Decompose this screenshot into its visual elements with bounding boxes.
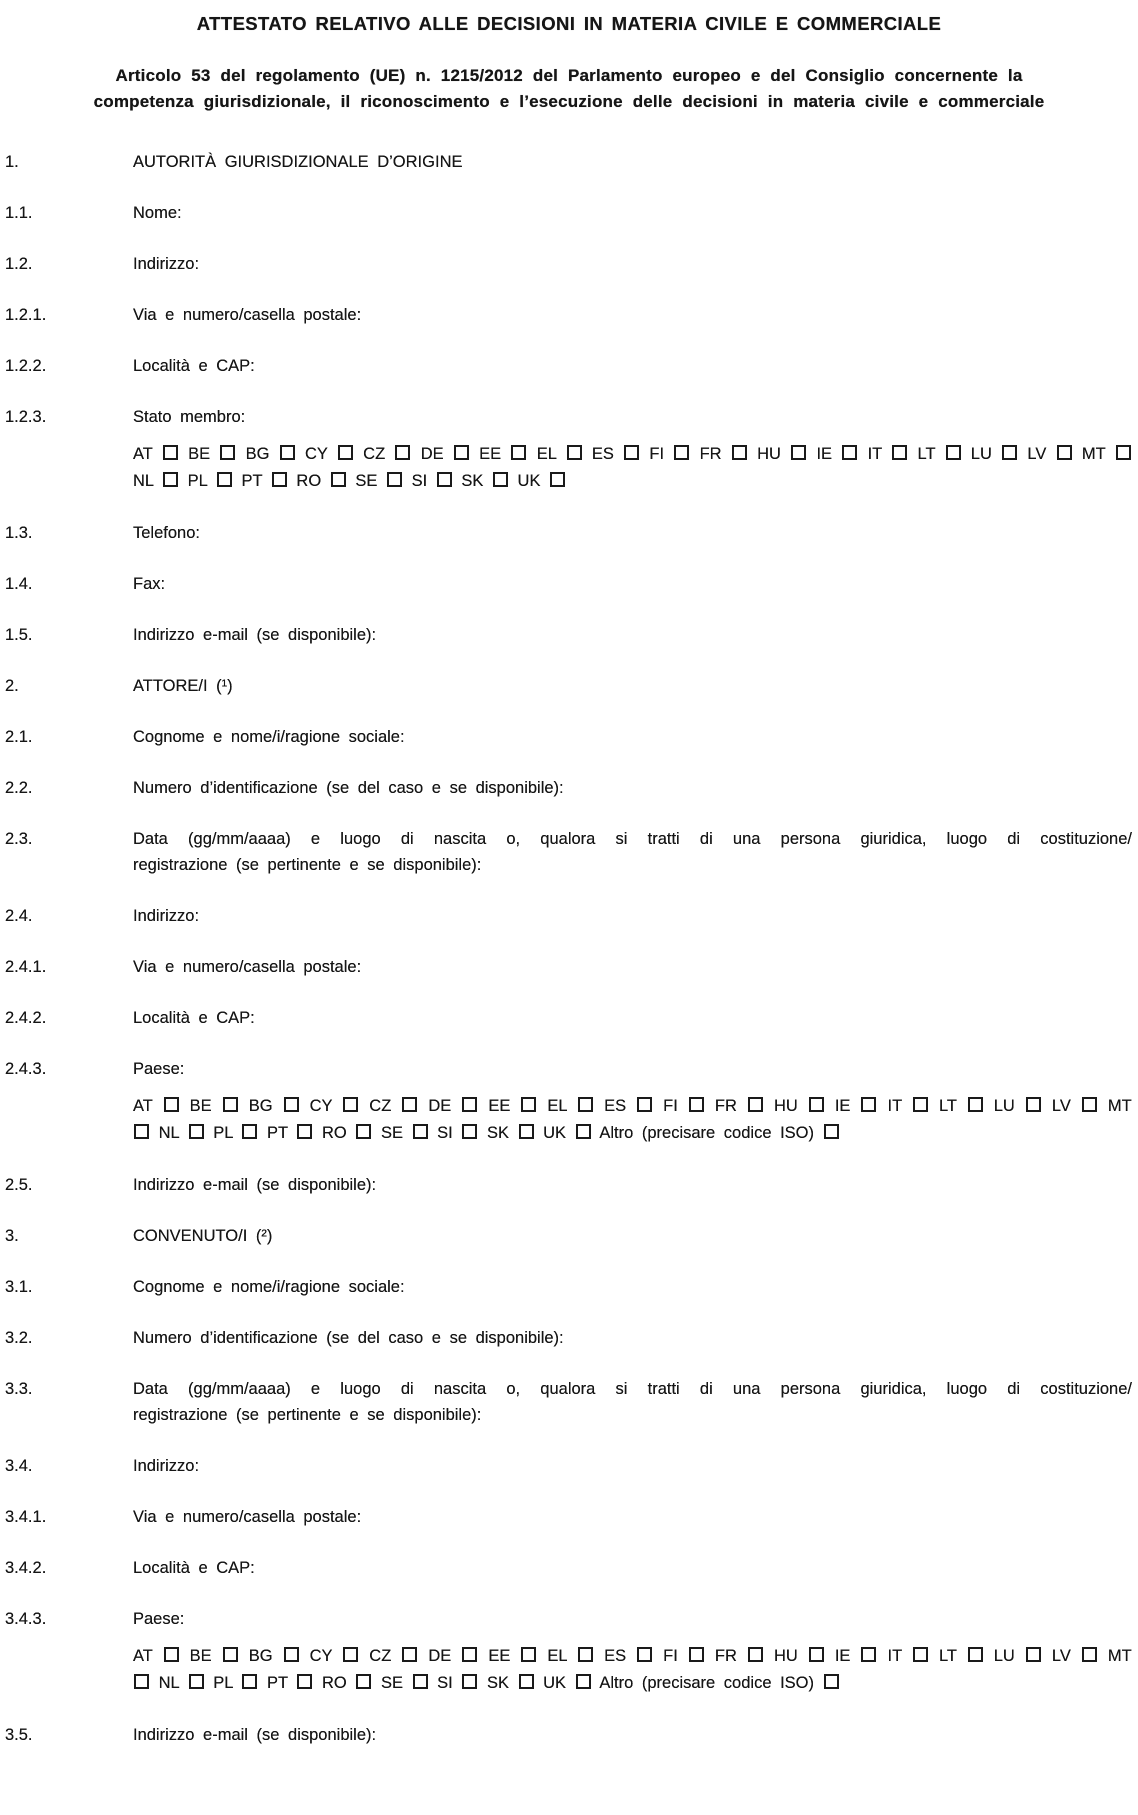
item-label: Indirizzo e-mail (se disponibile): <box>133 1176 377 1194</box>
checkbox-uk[interactable] <box>576 1674 591 1689</box>
checkbox-be[interactable] <box>223 1097 238 1112</box>
checkbox-el[interactable] <box>578 1097 593 1112</box>
form-row-1-2-1 <box>0 302 1138 328</box>
checkbox-pt[interactable] <box>297 1674 312 1689</box>
member-state-checkbox-group-origin <box>133 441 1132 495</box>
checkbox-hu[interactable] <box>809 1647 824 1662</box>
country-code-label: CZ <box>369 1647 392 1665</box>
checkbox-cz[interactable] <box>395 445 410 460</box>
country-code-label: BG <box>245 445 270 463</box>
item-label <box>133 1376 1138 1428</box>
country-code-label: DE <box>428 1097 452 1115</box>
checkbox-bg[interactable] <box>280 445 295 460</box>
checkbox-nl[interactable] <box>163 472 178 487</box>
checkbox-sk[interactable] <box>519 1674 534 1689</box>
checkbox-it[interactable] <box>913 1647 928 1662</box>
country-code-label: RO <box>322 1124 347 1142</box>
country-code-label: MT <box>1107 1097 1132 1115</box>
item-label-line-2: registrazione (se pertinente e se disponibile): <box>133 856 482 874</box>
checkbox-si[interactable] <box>437 472 452 487</box>
country-code-label: AT <box>133 1097 153 1115</box>
country-code-label: SI <box>437 1674 453 1692</box>
country-code-label: CZ <box>363 445 386 463</box>
country-code-label: EL <box>536 445 557 463</box>
country-code-label: FR <box>699 445 722 463</box>
country-code-label: FR <box>714 1097 737 1115</box>
item-number: 1.2.3. <box>5 408 47 426</box>
item-label: Località e CAP: <box>133 357 255 375</box>
form-row-1-1 <box>0 200 1138 226</box>
item-label: Cognome e nome/i/ragione sociale: <box>133 1278 405 1296</box>
country-code-label: LT <box>938 1097 957 1115</box>
item-number: 3.5. <box>5 1726 33 1744</box>
item-label: Via e numero/casella postale: <box>133 306 362 324</box>
country-code-label: LV <box>1051 1097 1071 1115</box>
item-number: 1.2.2. <box>5 357 47 375</box>
checkbox-lv[interactable] <box>1082 1647 1097 1662</box>
checkbox-option[interactable] <box>134 1674 149 1689</box>
item-label: Nome: <box>133 204 182 222</box>
checkbox-es[interactable] <box>637 1647 652 1662</box>
item-label: Cognome e nome/i/ragione sociale: <box>133 728 405 746</box>
checkbox-it[interactable] <box>913 1097 928 1112</box>
checkbox-ee[interactable] <box>521 1097 536 1112</box>
country-code-label: FI <box>663 1647 678 1665</box>
checkbox-at[interactable] <box>164 1647 179 1662</box>
checkbox-lv[interactable] <box>1082 1097 1097 1112</box>
country-code-label: IE <box>834 1647 851 1665</box>
form-row-2-4-1 <box>0 954 1138 980</box>
subtitle-line-2: competenza giurisdizionale, il riconoscimento e l’esecuzione delle decisioni in materia civile e commerciale <box>93 92 1045 111</box>
section-heading-claimant: ATTORE/I (¹) <box>133 677 233 695</box>
country-code-label: LT <box>938 1647 957 1665</box>
country-code-label: ES <box>591 445 614 463</box>
country-code-label: AT <box>133 445 153 463</box>
country-code-label: SI <box>411 472 428 490</box>
item-label: Fax: <box>133 575 166 593</box>
country-code-label: BG <box>248 1647 273 1665</box>
checkbox-se[interactable] <box>387 472 402 487</box>
checkbox-fr[interactable] <box>732 445 747 460</box>
country-code-label: SE <box>380 1674 403 1692</box>
form-row-3-4-3 <box>0 1606 1138 1632</box>
checkbox-lt[interactable] <box>968 1647 983 1662</box>
checkbox-altro-precisare-codice-iso[interactable] <box>824 1674 839 1689</box>
checkbox-ro[interactable] <box>356 1674 371 1689</box>
checkbox-cz[interactable] <box>402 1647 417 1662</box>
checkbox-nl[interactable] <box>189 1674 204 1689</box>
checkbox-es[interactable] <box>624 445 639 460</box>
checkbox-fr[interactable] <box>748 1097 763 1112</box>
item-number: 3.4.3. <box>5 1610 47 1628</box>
item-number: 2.3. <box>5 830 33 848</box>
checkbox-be[interactable] <box>220 445 235 460</box>
form-row-1-2 <box>0 251 1138 277</box>
country-code-label: FI <box>663 1097 678 1115</box>
checkbox-option[interactable] <box>134 1124 149 1139</box>
country-code-label: PT <box>267 1674 288 1692</box>
checkbox-sk[interactable] <box>519 1124 534 1139</box>
checkbox-line <box>133 1120 1132 1147</box>
document-title: ATTESTATO RELATIVO ALLE DECISIONI IN MATERIA CIVILE E COMMERCIALE <box>196 13 942 34</box>
country-code-label: UK <box>543 1674 567 1692</box>
item-label: Località e CAP: <box>133 1009 255 1027</box>
checkbox-se[interactable] <box>413 1124 428 1139</box>
country-code-label: SK <box>486 1674 509 1692</box>
country-code-label: FR <box>714 1647 737 1665</box>
form-row-2-2 <box>0 775 1138 801</box>
item-number: 3.4.2. <box>5 1559 47 1577</box>
country-code-label: LV <box>1027 445 1047 463</box>
country-code-label: HU <box>773 1097 798 1115</box>
country-code-label: LV <box>1051 1647 1071 1665</box>
form-row-3-1 <box>0 1274 1138 1300</box>
checkbox-cy[interactable] <box>338 445 353 460</box>
country-code-label: CZ <box>369 1097 392 1115</box>
checkbox-de[interactable] <box>454 445 469 460</box>
checkbox-uk[interactable] <box>576 1124 591 1139</box>
item-number: 2.4.3. <box>5 1060 47 1078</box>
checkbox-line <box>133 468 1132 495</box>
country-code-label: MT <box>1107 1647 1132 1665</box>
item-number: 2.4.2. <box>5 1009 47 1027</box>
country-code-label: PT <box>241 472 263 490</box>
form-row-3-4-2 <box>0 1555 1138 1581</box>
checkbox-lu[interactable] <box>1026 1097 1041 1112</box>
country-code-label: IT <box>887 1097 902 1115</box>
country-code-label: IE <box>834 1097 851 1115</box>
checkbox-ro[interactable] <box>331 472 346 487</box>
item-number: 1.3. <box>5 524 33 542</box>
country-code-label: HU <box>757 445 781 463</box>
form-row-2-4-3 <box>0 1056 1138 1082</box>
country-code-label: IT <box>867 445 882 463</box>
checkbox-pt[interactable] <box>272 472 287 487</box>
checkbox-line <box>133 441 1132 468</box>
country-code-label: ES <box>604 1097 627 1115</box>
country-code-label: DE <box>428 1647 452 1665</box>
item-number: 1.5. <box>5 626 33 644</box>
form-row-2-4-2 <box>0 1005 1138 1031</box>
checkbox-uk[interactable] <box>550 472 565 487</box>
item-label <box>133 826 1138 878</box>
country-code-label: HU <box>773 1647 798 1665</box>
checkbox-fr[interactable] <box>748 1647 763 1662</box>
checkbox-de[interactable] <box>462 1097 477 1112</box>
checkbox-es[interactable] <box>637 1097 652 1112</box>
item-number: 3.4.1. <box>5 1508 47 1526</box>
country-code-label: LU <box>970 445 992 463</box>
item-number: 1.2.1. <box>5 306 47 324</box>
form-row-2-3 <box>0 826 1138 878</box>
country-code-label: ES <box>604 1647 627 1665</box>
country-code-label: IT <box>887 1647 902 1665</box>
country-code-label: EL <box>547 1097 567 1115</box>
checkbox-ee[interactable] <box>521 1647 536 1662</box>
checkbox-bg[interactable] <box>284 1097 299 1112</box>
checkbox-ie[interactable] <box>861 1097 876 1112</box>
item-number: 2.1. <box>5 728 33 746</box>
checkbox-fi[interactable] <box>674 445 689 460</box>
item-number: 3. <box>5 1227 19 1245</box>
checkbox-hu[interactable] <box>791 445 806 460</box>
checkbox-cz[interactable] <box>402 1097 417 1112</box>
item-label-line-2: registrazione (se pertinente e se disponibile): <box>133 1406 482 1424</box>
item-label: Via e numero/casella postale: <box>133 958 362 976</box>
checkbox-ee[interactable] <box>511 445 526 460</box>
checkbox-lt[interactable] <box>946 445 961 460</box>
country-code-label: BE <box>189 1097 212 1115</box>
checkbox-lu[interactable] <box>1002 445 1017 460</box>
checkbox-si[interactable] <box>462 1124 477 1139</box>
checkbox-pl[interactable] <box>242 1124 257 1139</box>
country-code-label: BG <box>248 1097 273 1115</box>
item-number: 2.4. <box>5 907 33 925</box>
checkbox-at[interactable] <box>164 1097 179 1112</box>
checkbox-nl[interactable] <box>189 1124 204 1139</box>
checkbox-hu[interactable] <box>809 1097 824 1112</box>
country-code-label: AT <box>133 1647 153 1665</box>
item-number: 1.2. <box>5 255 33 273</box>
checkbox-fi[interactable] <box>689 1647 704 1662</box>
form-row-1-2-3 <box>0 404 1138 430</box>
form-row-3-4 <box>0 1453 1138 1479</box>
item-number: 2.5. <box>5 1176 33 1194</box>
country-code-label: FI <box>649 445 665 463</box>
country-code-label: SE <box>355 472 378 490</box>
country-code-label: BE <box>189 1647 212 1665</box>
item-label-line-1: Data (gg/mm/aaaa) e luogo di nascita o, qualora si tratti di una persona giuridica, luogo di costituzione/ <box>133 1380 1132 1398</box>
form-row-3-2 <box>0 1325 1138 1351</box>
country-code-label: EE <box>479 445 502 463</box>
form-row-2-5 <box>0 1172 1138 1198</box>
country-code-label: PL <box>213 1124 233 1142</box>
country-code-label: RO <box>296 472 322 490</box>
country-code-label: RO <box>322 1674 347 1692</box>
checkbox-be[interactable] <box>223 1647 238 1662</box>
document-subtitle <box>0 63 1138 115</box>
checkbox-pl[interactable] <box>217 472 232 487</box>
country-code-label: LU <box>993 1647 1015 1665</box>
checkbox-altro-precisare-codice-iso[interactable] <box>824 1124 839 1139</box>
checkbox-lv[interactable] <box>1057 445 1072 460</box>
country-code-label: PL <box>187 472 208 490</box>
country-code-label: DE <box>420 445 444 463</box>
country-code-label: CY <box>305 445 328 463</box>
form-body <box>0 149 1138 1748</box>
item-label: Stato membro: <box>133 408 246 426</box>
checkbox-line <box>133 1643 1132 1670</box>
item-label: Indirizzo e-mail (se disponibile): <box>133 1726 377 1744</box>
item-number: 1.1. <box>5 204 33 222</box>
form-row-1-2-2 <box>0 353 1138 379</box>
item-label: Indirizzo: <box>133 907 200 925</box>
country-code-label: IE <box>816 445 833 463</box>
checkbox-ro[interactable] <box>356 1124 371 1139</box>
form-row-3-3 <box>0 1376 1138 1428</box>
item-label: Località e CAP: <box>133 1559 255 1577</box>
country-code-label: EE <box>488 1097 511 1115</box>
checkbox-pl[interactable] <box>242 1674 257 1689</box>
option-label: Altro (precisare codice ISO) <box>599 1124 814 1142</box>
item-number: 3.3. <box>5 1380 33 1398</box>
checkbox-mt[interactable] <box>1116 445 1131 460</box>
country-code-label: SE <box>380 1124 403 1142</box>
item-number: 1.4. <box>5 575 33 593</box>
checkbox-it[interactable] <box>892 445 907 460</box>
checkbox-si[interactable] <box>462 1674 477 1689</box>
checkbox-ie[interactable] <box>842 445 857 460</box>
country-code-label: MT <box>1081 445 1106 463</box>
checkbox-cy[interactable] <box>343 1647 358 1662</box>
checkbox-sk[interactable] <box>493 472 508 487</box>
form-row-3-4-1 <box>0 1504 1138 1530</box>
country-code-label: LT <box>917 445 936 463</box>
item-label: Indirizzo: <box>133 255 200 273</box>
country-code-label: UK <box>543 1124 567 1142</box>
item-number: 3.1. <box>5 1278 33 1296</box>
checkbox-lu[interactable] <box>1026 1647 1041 1662</box>
form-row-2 <box>0 673 1138 699</box>
checkbox-el[interactable] <box>567 445 582 460</box>
item-label-line-1: Data (gg/mm/aaaa) e luogo di nascita o, qualora si tratti di una persona giuridica, luogo di costituzione/ <box>133 830 1132 848</box>
checkbox-bg[interactable] <box>284 1647 299 1662</box>
country-code-label: BE <box>188 445 211 463</box>
item-number: 2.2. <box>5 779 33 797</box>
item-number: 2. <box>5 677 19 695</box>
item-label: Paese: <box>133 1610 185 1628</box>
checkbox-line <box>133 1093 1132 1120</box>
country-code-label: EL <box>547 1647 567 1665</box>
country-code-label: NL <box>133 472 154 490</box>
checkbox-ie[interactable] <box>861 1647 876 1662</box>
country-code-label: LU <box>993 1097 1015 1115</box>
item-label: Numero d’identificazione (se del caso e se disponibile): <box>133 1329 564 1347</box>
item-label: Indirizzo: <box>133 1457 200 1475</box>
section-heading-defendant: CONVENUTO/I (²) <box>133 1227 273 1245</box>
country-code-label: UK <box>517 472 541 490</box>
country-checkbox-group-defendant <box>133 1643 1132 1697</box>
checkbox-at[interactable] <box>163 445 178 460</box>
country-code-label: SI <box>437 1124 453 1142</box>
checkbox-pt[interactable] <box>297 1124 312 1139</box>
country-code-label: PL <box>213 1674 233 1692</box>
item-label: Indirizzo e-mail (se disponibile): <box>133 626 377 644</box>
checkbox-el[interactable] <box>578 1647 593 1662</box>
form-row-1-4 <box>0 571 1138 597</box>
form-row-1-3 <box>0 520 1138 546</box>
form-row-2-1 <box>0 724 1138 750</box>
form-row-2-4 <box>0 903 1138 929</box>
checkbox-de[interactable] <box>462 1647 477 1662</box>
item-label: Paese: <box>133 1060 185 1078</box>
checkbox-line <box>133 1670 1132 1697</box>
country-code-label: SK <box>486 1124 509 1142</box>
subtitle-line-1: Articolo 53 del regolamento (UE) n. 1215/2012 del Parlamento europeo e del Consiglio concernente la <box>115 66 1023 85</box>
country-checkbox-group-claimant <box>133 1093 1132 1147</box>
checkbox-cy[interactable] <box>343 1097 358 1112</box>
item-number: 3.2. <box>5 1329 33 1347</box>
form-row-1-5 <box>0 622 1138 648</box>
option-label: Altro (precisare codice ISO) <box>599 1674 814 1692</box>
country-code-label: PT <box>267 1124 288 1142</box>
country-code-label: CY <box>309 1097 333 1115</box>
form-row-3-5 <box>0 1722 1138 1748</box>
item-label: Numero d’identificazione (se del caso e se disponibile): <box>133 779 564 797</box>
item-label: Telefono: <box>133 524 200 542</box>
checkbox-se[interactable] <box>413 1674 428 1689</box>
country-code-label: CY <box>309 1647 333 1665</box>
item-number: 3.4. <box>5 1457 33 1475</box>
section-heading-origin-court: AUTORITÀ GIURISDIZIONALE D’ORIGINE <box>133 153 463 171</box>
checkbox-lt[interactable] <box>968 1097 983 1112</box>
item-number: 2.4.1. <box>5 958 47 976</box>
item-label: Via e numero/casella postale: <box>133 1508 362 1526</box>
form-row-1 <box>0 149 1138 175</box>
country-code-label: NL <box>158 1674 180 1692</box>
country-code-label: EE <box>488 1647 511 1665</box>
item-number: 1. <box>5 153 19 171</box>
country-code-label: SK <box>461 472 484 490</box>
country-code-label: NL <box>158 1124 180 1142</box>
checkbox-fi[interactable] <box>689 1097 704 1112</box>
form-row-3 <box>0 1223 1138 1249</box>
